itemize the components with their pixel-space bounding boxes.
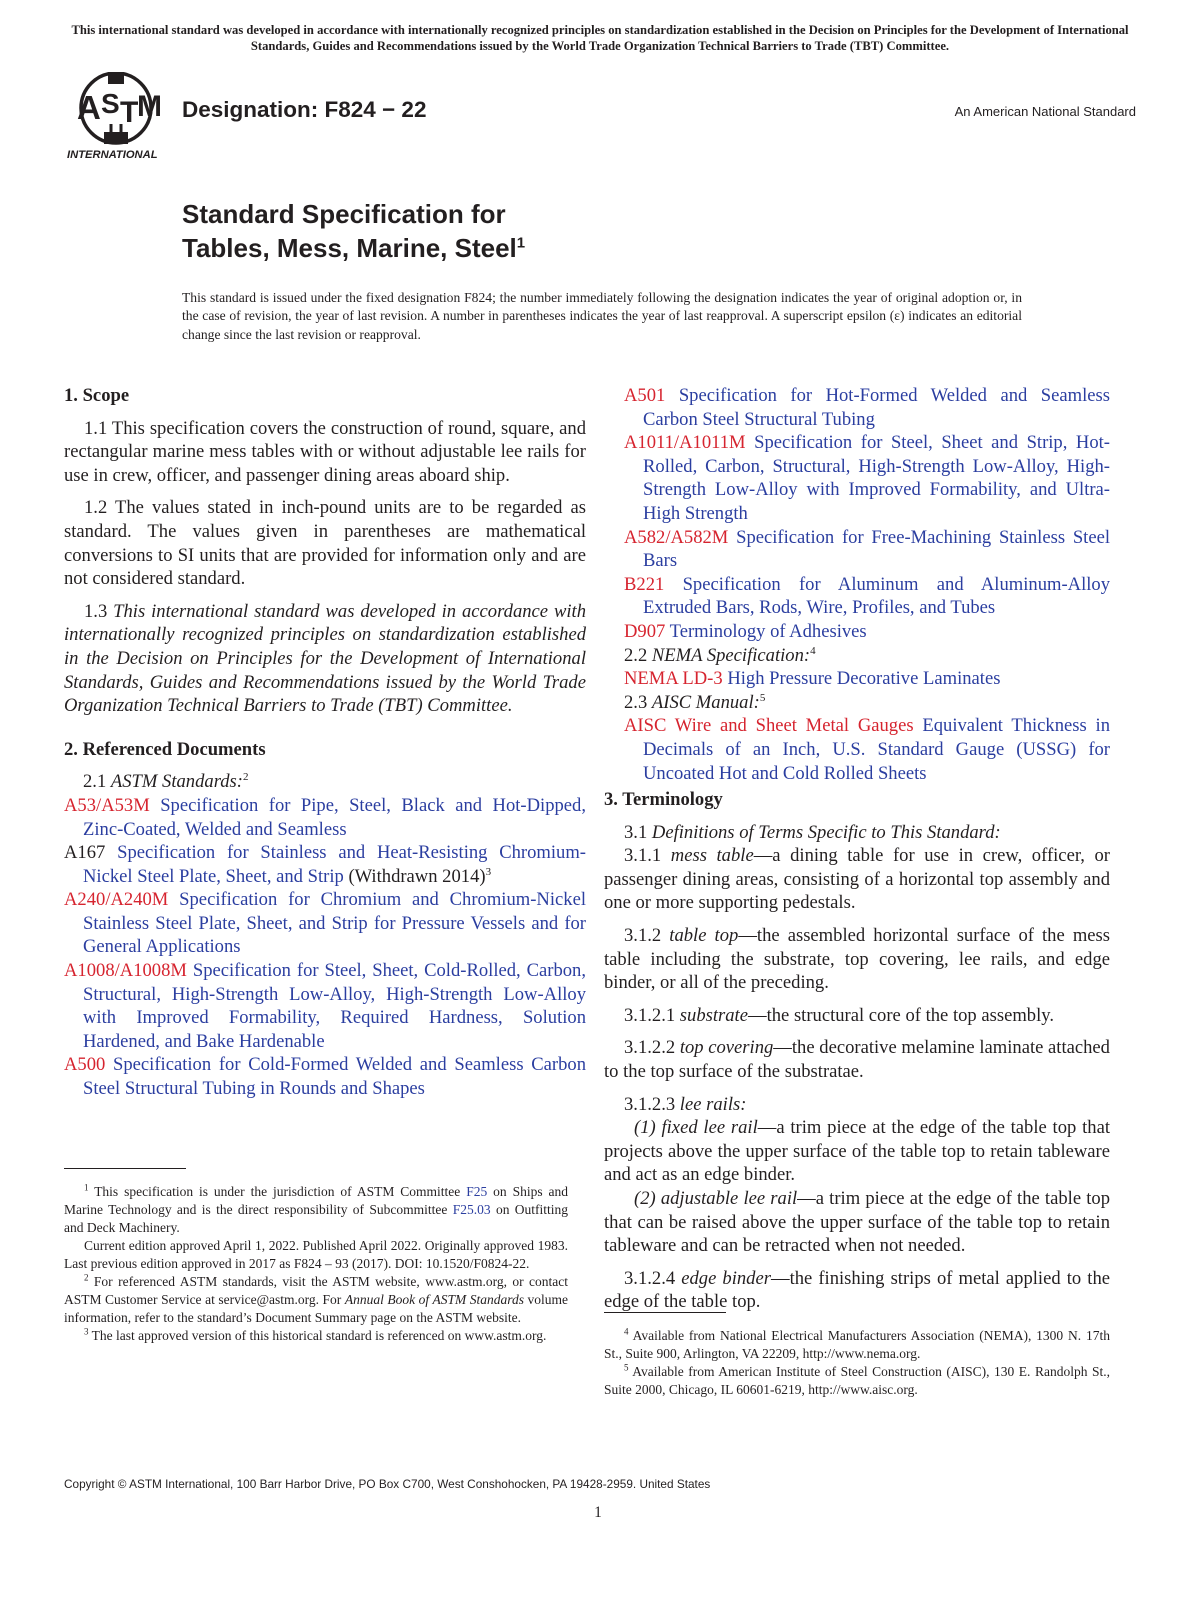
- link-f25-03[interactable]: F25.03: [452, 1202, 491, 1217]
- footnote-divider: [604, 1312, 726, 1313]
- designation: Designation: F824 − 22: [182, 97, 427, 122]
- footnote-4: $^4$ Available from National Electrical Manufacturers Association (NEMA), 1300 N. 17th St., Suite 900, Arlington, VA 22209, http://www.nema.org.: [604, 1326, 1110, 1361]
- footnote-1-edition: Current edition approved April 1, 2022. Published April 2022. Originally approved 1983. Last previous edition approved in 2017 as F824 – 93 (2017). DOI: 10.1520/F0824-22.: [64, 1238, 568, 1271]
- term-edge-binder: 3.1.2.4 edge binder—the finishing strips of metal applied to the edge of the table top.: [604, 1267, 1110, 1313]
- term-lee-rails: 3.1.2.3 lee rails:: [624, 1093, 747, 1115]
- left-footnotes: [64, 1168, 568, 1345]
- footnote-divider: [64, 1168, 186, 1169]
- term-mess-table: 3.1.1 mess table—a dining table for use in crew, officer, or passenger dining areas, consisting of a horizontal top assembly and one or more supporting pedestals.: [604, 845, 1110, 914]
- document-title: [182, 197, 525, 265]
- ref-b221[interactable]: B221 Specification for Aluminum and Aluminum-Alloy Extruded Bars, Rods, Wire, Profiles, and Tubes: [624, 573, 1110, 619]
- term-adjustable-lee-rail: (2) adjustable lee rail—a trim piece at the edge of the table top that can be raised above the upper surface of the table top to retain tableware and can be retracted when not needed.: [604, 1187, 1110, 1257]
- logo-international: INTERNATIONAL: [67, 149, 158, 161]
- footnote-2: $^2$ For referenced ASTM standards, visit the ASTM website, www.astm.org, or contact ASTM Customer Service at service@astm.org. For Annual Book of ASTM Standards volume information, refer to the standard’s Document Summary page on the ASTM website.: [64, 1272, 569, 1325]
- footnote-3: $^3$ The last approved version of this historical standard is referenced on www.astm.org.: [84, 1326, 547, 1343]
- term-table-top: 3.1.2 table top—the assembled horizontal surface of the mess table including the substrate, top covering, lee rails, and edge binder, or all of the preceding.: [604, 924, 1111, 994]
- left-column: [64, 384, 586, 1101]
- ref-a167[interactable]: A167 Specification for Stainless and Heat-Resisting Chromium-Nickel Steel Plate, Sheet, and Strip (Withdrawn 2014)$^3$: [64, 842, 586, 887]
- ref-a1008[interactable]: A1008/A1008M Specification for Steel, Sheet, Cold-Rolled, Carbon, Structural, High-Strength Low-Alloy, High-Strength Low-Alloy with Improved Formability, Required Hardness, Solution Hardened, and Bake Hardenable: [64, 960, 586, 1052]
- term-top-covering: 3.1.2.2 top covering—the decorative melamine laminate attached to the top surface of the substratae.: [604, 1037, 1110, 1082]
- designation-intro: This standard is issued under the fixed designation F824; the number immediately following the designation indicates the year of original adoption or, in the case of revision, the year of last revision. A number in parentheses indicates the year of last reapproval. A superscript epsilon (ε) indicates an editorial change since the last revision or reapproval.: [182, 290, 1022, 342]
- ref-a1011[interactable]: A1011/A1011M Specification for Steel, Sheet and Strip, Hot-Rolled, Carbon, Structural, High-Strength Low-Alloy, High-Strength Low-Alloy with Improved Formability, and Ultra-High Strength: [624, 432, 1110, 524]
- scope-1-1: 1.1 This specification covers the construction of round, square, and rectangular marine mess tables with or without adjustable lee rails for use in crew, officer, and passenger dining areas aboard ship.: [64, 417, 586, 486]
- logo-t: T: [120, 96, 139, 129]
- ref-d907[interactable]: D907 Terminology of Adhesives: [624, 620, 867, 642]
- astm-standards-label: 2.1 ASTM Standards:$^2$: [83, 771, 249, 793]
- title-footnote-ref[interactable]: 1: [516, 234, 526, 252]
- nema-label: 2.2 NEMA Specification:$^4$: [624, 644, 816, 666]
- ref-a500[interactable]: A500 Specification for Cold-Formed Welded and Seamless Carbon Steel Structural Tubing in Rounds and Shapes: [64, 1054, 586, 1100]
- ref-a582[interactable]: A582/A582M Specification for Free-Machining Stainless Steel Bars: [624, 526, 1110, 572]
- logo-a: A: [77, 89, 101, 126]
- right-footnotes: [604, 1312, 1110, 1399]
- footnote-1: $^1$ This specification is under the jurisdiction of ASTM Committee F25 on Ships and Marine Technology and is the direct responsibility of Subcommittee F25.03 on Outfitting and Deck Machinery.: [64, 1182, 569, 1235]
- page-number: 1: [594, 1504, 602, 1521]
- term-3-1: 3.1 Definitions of Terms Specific to This Standard:: [624, 821, 1001, 843]
- terminology-section: [604, 788, 1110, 1314]
- title-line2: Tables, Mess, Marine, Steel: [182, 233, 517, 263]
- term-substrate: 3.1.2.1 substrate—the structural core of the top assembly.: [624, 1004, 1055, 1026]
- ref-aisc[interactable]: AISC Wire and Sheet Metal Gauges Equivalent Thickness in Decimals of an Inch, U.S. Standard Gauge (USSG) for Uncoated Hot and Cold Rolled Sheets: [624, 715, 1110, 784]
- astm-logo: [64, 72, 169, 168]
- right-column: [624, 384, 1110, 785]
- ref-nema-ld3[interactable]: NEMA LD-3 High Pressure Decorative Laminates: [624, 668, 1001, 690]
- section-refdocs-heading: 2. Referenced Documents: [64, 738, 266, 760]
- scope-1-3: 1.3 This international standard was developed in accordance with internationally recognized principles on standardization established in the Decision on Principles for the Development of International Standards, Guides and Recommendations issued by the World Trade Organization Technical Barriers to Trade (TBT) Committee.: [64, 600, 586, 717]
- footnote-5: $^5$ Available from American Institute of Steel Construction (AISC), 130 E. Randolph St., Suite 2000, Chicago, IL 60601-6219, http://www.aisc.org.: [604, 1362, 1110, 1397]
- section-terminology-heading: 3. Terminology: [604, 789, 723, 810]
- logo-s: S: [101, 88, 120, 119]
- ref-a240[interactable]: A240/A240M Specification for Chromium and Chromium-Nickel Stainless Steel Plate, Sheet, and Strip for Pressure Vessels and for General Applications: [64, 889, 586, 958]
- title-line1: Standard Specification for: [182, 199, 506, 229]
- wto-notice: This international standard was developed in accordance with internationally recognized principles on standardization established in the Decision on Principles for the Development of International Standards, Guides and Recommendations issued by the World Trade Organization Technical Barriers to Trade (TBT) Committee.: [71, 23, 1129, 53]
- ref-a501[interactable]: A501 Specification for Hot-Formed Welded and Seamless Carbon Steel Structural Tubing: [624, 385, 1111, 430]
- ref-a53[interactable]: A53/A53M Specification for Pipe, Steel, Black and Hot-Dipped, Zinc-Coated, Welded and Seamless: [64, 794, 586, 840]
- section-scope-heading: 1. Scope: [64, 385, 130, 406]
- link-f25[interactable]: F25: [466, 1184, 488, 1199]
- term-fixed-lee-rail: (1) fixed lee rail—a trim piece at the edge of the table top that projects above the upper surface of the table top to retain tableware and act as an edge binder.: [604, 1117, 1110, 1186]
- logo-m: M: [137, 90, 162, 123]
- aisc-label: 2.3 AISC Manual:$^5$: [624, 691, 766, 713]
- american-national-standard: An American National Standard: [954, 104, 1136, 119]
- scope-1-2: 1.2 The values stated in inch-pound units are to be regarded as standard. The values given in parentheses are mathematical conversions to SI units that are provided for information only and are not considered standard.: [64, 497, 586, 590]
- copyright-footer: Copyright © ASTM International, 100 Barr Harbor Drive, PO Box C700, West Conshohocken, PA 19428-2959. United States: [64, 1477, 711, 1491]
